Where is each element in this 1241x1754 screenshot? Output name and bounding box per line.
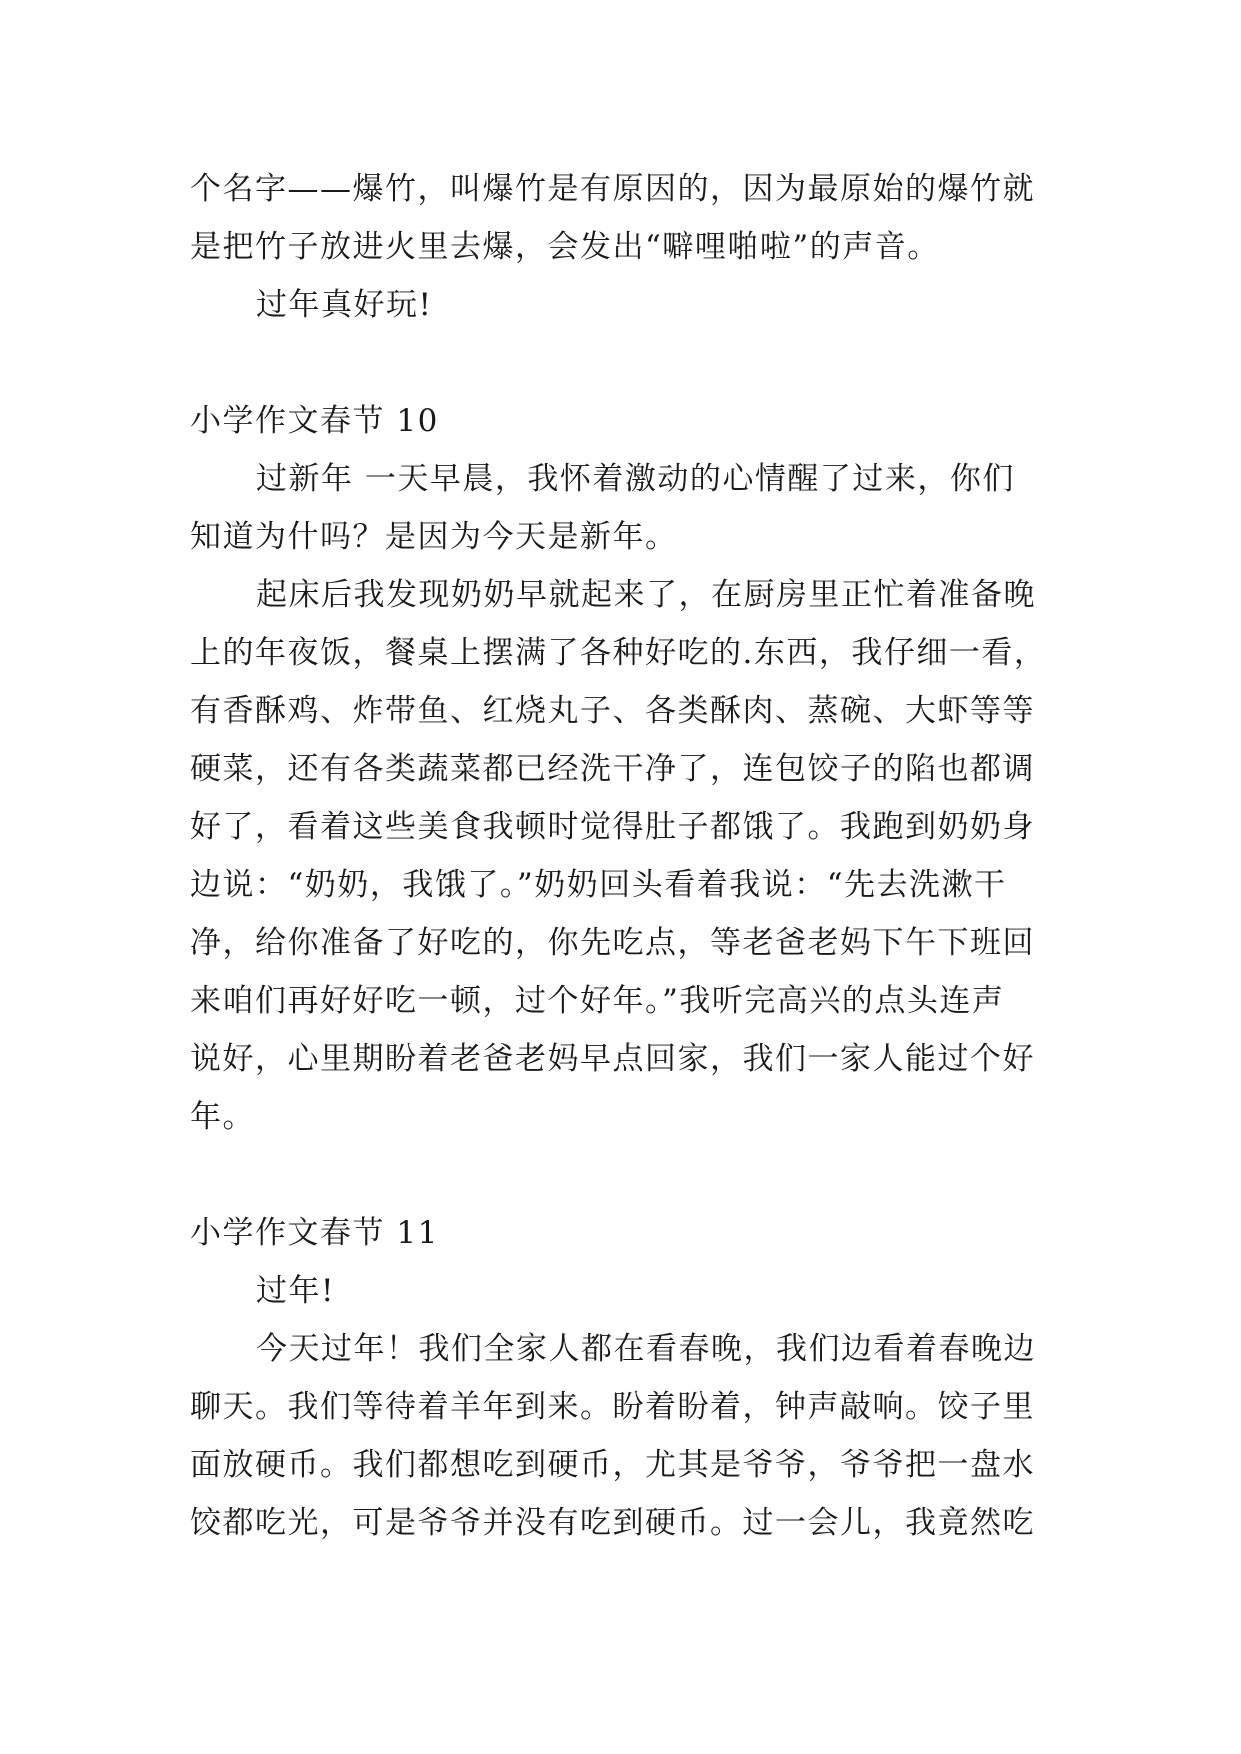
text-line: 过年真好玩!	[256, 287, 433, 323]
text-line: 年。	[190, 1099, 255, 1135]
section-gap	[190, 1146, 1060, 1204]
essay10-intro-paragraph	[190, 450, 1060, 566]
text-line: 硬菜，还有各类蔬菜都已经洗干净了，连包饺子的陷也都调	[190, 751, 1035, 787]
continuation-paragraph	[190, 160, 1060, 276]
text-line: 饺都吃光，可是爷爷并没有吃到硬币。过一会儿，我竟然吃	[190, 1505, 1035, 1541]
text-line: 边说：“奶奶，我饿了。”奶奶回头看着我说：“先去洗漱干	[190, 867, 1007, 903]
essay11-body-paragraph	[190, 1320, 1060, 1552]
text-line: 说好，心里期盼着老爸老妈早点回家，我们一家人能过个好	[190, 1041, 1035, 1077]
essay-heading: 小学作文春节 11	[190, 1215, 439, 1251]
text-line: 上的年夜饭，餐桌上摆满了各种好吃的.东西，我仔细一看，	[190, 635, 1047, 671]
text-line: 过年!	[256, 1273, 335, 1309]
text-line: 个名字——爆竹，叫爆竹是有原因的，因为最原始的爆竹就	[190, 171, 1035, 207]
text-line: 有香酥鸡、炸带鱼、红烧丸子、各类酥肉、蒸碗、大虾等等	[190, 693, 1035, 729]
text-line: 聊天。我们等待着羊年到来。盼着盼着，钟声敲响。饺子里	[190, 1389, 1035, 1425]
text-line: 今天过年！我们全家人都在看春晚，我们边看着春晚边	[256, 1331, 1036, 1367]
text-line: 面放硬币。我们都想吃到硬币，尤其是爷爷，爷爷把一盘水	[190, 1447, 1035, 1483]
essay10-body-paragraph	[190, 566, 1060, 1146]
text-line: 净，给你准备了好吃的，你先吃点，等老爸老妈下午下班回	[190, 925, 1035, 961]
essay11-title-paragraph	[190, 1262, 1060, 1320]
text-line: 起床后我发现奶奶早就起来了，在厨房里正忙着准备晚	[256, 577, 1036, 613]
closing-paragraph	[190, 276, 1060, 334]
text-line: 好了，看着这些美食我顿时觉得肚子都饿了。我跑到奶奶身	[190, 809, 1035, 845]
text-line: 是把竹子放进火里去爆，会发出“噼哩啪啦”的声音。	[190, 229, 940, 265]
text-line: 过新年 一天早晨，我怀着激动的心情醒了过来，你们	[256, 461, 1015, 497]
essay-heading: 小学作文春节 10	[190, 403, 439, 439]
text-line: 来咱们再好好吃一顿，过个好年。”我听完高兴的点头连声	[190, 983, 1005, 1019]
section-gap	[190, 334, 1060, 392]
document-body	[190, 160, 1060, 1552]
text-line: 知道为什吗？是因为今天是新年。	[190, 519, 678, 555]
